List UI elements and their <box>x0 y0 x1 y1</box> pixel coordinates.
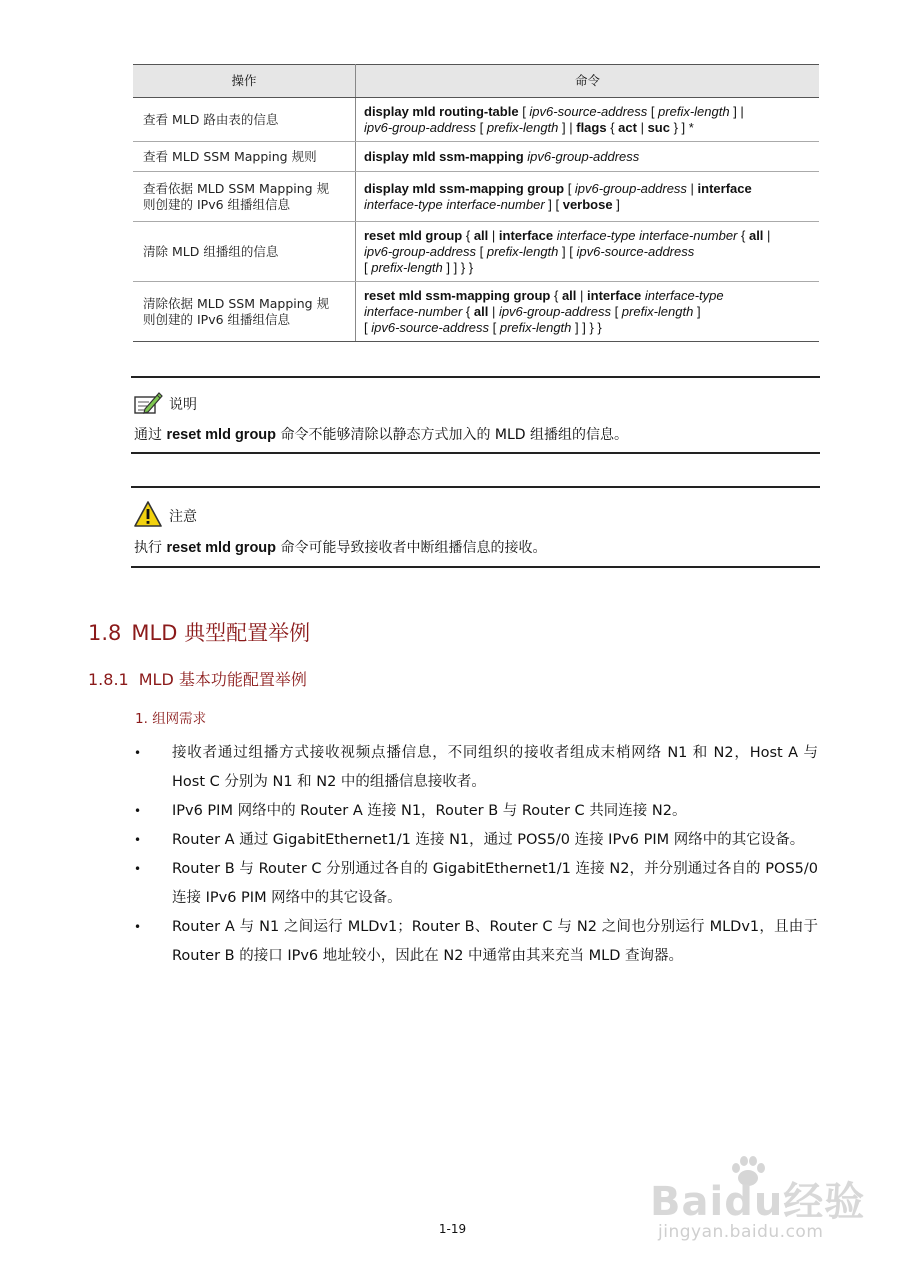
command-argument: ipv6-source-address <box>371 319 490 335</box>
command-punctuation: | <box>636 119 648 135</box>
operation-text: 则创建的 IPv6 组播组信息 <box>143 196 291 212</box>
command-keyword: all <box>473 227 489 243</box>
command-keyword: suc <box>647 119 670 135</box>
command-punctuation: | <box>488 303 499 319</box>
command-argument: ipv6-group-address <box>364 243 477 259</box>
note-text <box>134 424 628 444</box>
bullet-dot: • <box>134 862 142 876</box>
table-row <box>133 172 819 222</box>
command-punctuation: ] | <box>558 119 577 135</box>
operation-cell <box>133 282 356 342</box>
list-item-text: Router A 与 N1 之间运行 MLDv1；Router B、Router C 与 N2 之间也分别运行 MLDv1，且由于 Router B 的接口 IPv6 地址较小，因此在 N2 中通常由其来充当 MLD 查询器。 <box>172 919 818 964</box>
command-punctuation: ] [ <box>544 196 563 212</box>
command-line <box>364 260 811 276</box>
bullet-dot: • <box>134 833 142 847</box>
warning-icon <box>133 500 163 528</box>
note-pencil-icon <box>133 390 163 416</box>
command-keyword: act <box>618 119 637 135</box>
command-line <box>364 228 811 244</box>
command-line <box>364 181 811 197</box>
operation-cell <box>133 222 356 282</box>
command-argument: prefix-length <box>658 103 730 119</box>
command-argument: interface-type interface-number <box>556 227 738 243</box>
requirements-list <box>0 739 905 971</box>
note-prefix: 通过 <box>134 427 167 443</box>
note-box <box>131 376 820 454</box>
command-line <box>364 149 811 165</box>
watermark-url: jingyan.baidu.com <box>658 1222 824 1242</box>
command-punctuation: ] <box>612 196 620 212</box>
command-keyword: all <box>473 303 489 319</box>
bullet-dot: • <box>134 804 142 818</box>
command-argument: ipv6-group-address <box>527 148 640 164</box>
command-argument: ipv6-source-address <box>576 243 695 259</box>
list-item-text: Router B 与 Router C 分别通过各自的 GigabitEthernet1/1 连接 N2，并分别通过各自的 POS5/0 连接 IPv6 PIM 网络中的其它设备。 <box>172 861 818 906</box>
baidu-watermark <box>640 1150 870 1260</box>
command-line <box>364 104 811 120</box>
table-header-row <box>133 65 819 98</box>
bullet-dot: • <box>134 746 142 760</box>
command-punctuation: ] ] } } <box>442 259 474 275</box>
item-number: 1. <box>135 711 148 727</box>
command-table-body <box>133 98 819 342</box>
item-heading <box>135 707 206 727</box>
list-item <box>0 797 818 826</box>
command-keyword: display mld ssm-mapping group <box>364 180 565 196</box>
caution-prefix: 执行 <box>134 540 167 556</box>
command-argument: interface-type <box>644 287 724 303</box>
command-line <box>364 288 811 304</box>
command-keyword: flags <box>576 119 607 135</box>
command-punctuation: [ <box>564 180 575 196</box>
caution-text <box>134 537 546 557</box>
list-item-text: IPv6 PIM 网络中的 Router A 连接 N1，Router B 与 Router C 共同连接 N2。 <box>172 803 687 819</box>
operation-text: 查看依据 MLD SSM Mapping 规 <box>143 180 330 196</box>
command-punctuation: } ] * <box>669 119 694 135</box>
command-argument: prefix-length <box>486 243 559 259</box>
command-keyword: interface <box>498 227 554 243</box>
command-cell <box>356 282 820 342</box>
list-item <box>0 739 818 797</box>
operation-cell <box>133 172 356 222</box>
command-line <box>364 197 811 213</box>
operation-text: 清除依据 MLD SSM Mapping 规 <box>143 295 330 311</box>
command-punctuation: ] | <box>729 103 744 119</box>
command-line <box>364 244 811 260</box>
operation-cell <box>133 98 356 142</box>
subsection-heading <box>88 667 307 690</box>
operation-text: 查看 MLD 路由表的信息 <box>143 111 279 127</box>
command-line <box>364 304 811 320</box>
command-punctuation: { <box>606 119 619 135</box>
command-argument: prefix-length <box>499 319 572 335</box>
command-punctuation: [ <box>476 243 487 259</box>
table-row <box>133 142 819 172</box>
command-keyword: interface <box>587 287 642 303</box>
list-item <box>0 855 818 913</box>
command-argument: ipv6-group-address <box>498 303 611 319</box>
command-argument: ipv6-source-address <box>529 103 648 119</box>
caution-box <box>131 486 820 568</box>
command-keyword: verbose <box>562 196 613 212</box>
command-argument: prefix-length <box>621 303 694 319</box>
caution-suffix: 命令可能导致接收者中断组播信息的接收。 <box>276 540 547 556</box>
list-item <box>0 913 818 971</box>
item-title: 组网需求 <box>152 711 207 727</box>
command-keyword: display mld ssm-mapping <box>364 148 524 164</box>
page-number: 1-19 <box>438 1222 467 1236</box>
table-row <box>133 222 819 282</box>
bullet-dot: • <box>134 920 142 934</box>
command-keyword: all <box>748 227 764 243</box>
command-punctuation: ] [ <box>558 243 577 259</box>
list-item-text: Router A 通过 GigabitEthernet1/1 连接 N1，通过 POS5/0 连接 IPv6 PIM 网络中的其它设备。 <box>172 832 805 848</box>
command-keyword: interface <box>697 180 752 196</box>
header-operation: 操作 <box>133 65 356 98</box>
command-cell <box>356 98 820 142</box>
command-punctuation: [ <box>489 319 500 335</box>
command-punctuation: | <box>686 180 698 196</box>
section-heading <box>88 617 310 647</box>
caution-label: 注意 <box>169 509 197 525</box>
note-suffix: 命令不能够清除以静态方式加入的 MLD 组播组的信息。 <box>276 427 629 443</box>
command-argument: interface-type interface-number <box>364 196 545 212</box>
command-table <box>133 64 819 342</box>
section-title: MLD 典型配置举例 <box>131 621 311 645</box>
operation-text: 查看 MLD SSM Mapping 规则 <box>143 148 317 164</box>
command-argument: prefix-length <box>486 119 559 135</box>
table-row <box>133 282 819 342</box>
caution-header <box>133 498 197 528</box>
command-punctuation: [ <box>518 103 530 119</box>
table-row <box>133 98 819 142</box>
subsection-title: MLD 基本功能配置举例 <box>138 670 307 689</box>
list-item <box>0 826 818 855</box>
command-punctuation: [ <box>647 103 659 119</box>
command-punctuation: ] <box>693 303 701 319</box>
command-punctuation: | <box>488 227 499 243</box>
command-keyword: all <box>561 287 577 303</box>
operation-cell <box>133 142 356 172</box>
section-number: 1.8 <box>88 621 122 645</box>
command-punctuation: [ <box>364 319 372 335</box>
command-punctuation: [ <box>610 303 622 319</box>
command-keyword: display mld routing-table <box>364 103 519 119</box>
command-cell <box>356 142 820 172</box>
command-punctuation: { <box>462 303 474 319</box>
command-punctuation: [ <box>364 259 372 275</box>
command-cell <box>356 172 820 222</box>
caution-command: reset mld group <box>166 540 277 556</box>
command-cell <box>356 222 820 282</box>
header-command: 命令 <box>356 65 820 98</box>
watermark-logo: Baidu经验 <box>650 1179 866 1225</box>
subsection-number: 1.8.1 <box>88 670 129 689</box>
note-command: reset mld group <box>166 427 277 443</box>
operation-text: 清除 MLD 组播组的信息 <box>143 243 279 259</box>
command-argument: ipv6-group-address <box>574 180 687 196</box>
command-argument: prefix-length <box>371 259 443 275</box>
command-punctuation: ] ] } } <box>571 319 602 335</box>
note-header <box>133 386 197 416</box>
note-label: 说明 <box>169 397 197 413</box>
operation-text: 则创建的 IPv6 组播组信息 <box>143 311 291 327</box>
command-line <box>364 320 811 336</box>
command-argument: interface-number <box>364 303 463 319</box>
command-punctuation: | <box>763 227 771 243</box>
command-punctuation: | <box>576 287 588 303</box>
command-punctuation: { <box>737 227 749 243</box>
command-line <box>364 120 811 136</box>
command-punctuation: [ <box>476 119 487 135</box>
command-argument: ipv6-group-address <box>364 119 477 135</box>
list-item-text: 接收者通过组播方式接收视频点播信息，不同组织的接收者组成末梢网络 N1 和 N2，Host A 与 Host C 分别为 N1 和 N2 中的组播信息接收者。 <box>172 745 818 790</box>
command-keyword: reset mld ssm-mapping group <box>364 287 551 303</box>
command-punctuation: { <box>462 227 474 243</box>
command-punctuation: { <box>550 287 562 303</box>
command-keyword: reset mld group <box>364 227 463 243</box>
